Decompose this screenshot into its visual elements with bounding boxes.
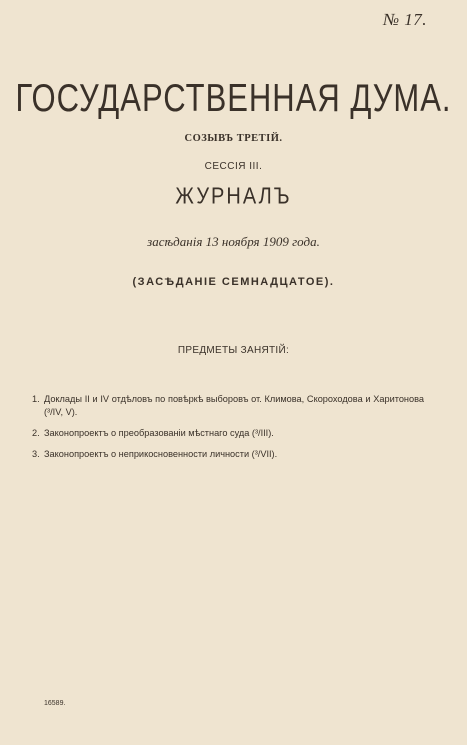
topic-text: Законопроектъ о неприкосновенности личности (³/VII). bbox=[44, 449, 278, 459]
topic-text: Доклады II и IV отдѣловъ по повѣркѣ выборовъ от. Климова, Скороходова и Харитонова (³/IV, V). bbox=[44, 394, 424, 417]
session-line: СЕССІЯ III. bbox=[204, 161, 263, 172]
journal-heading: ЖУРНАЛЪ bbox=[175, 184, 292, 210]
issue-number: № 17. bbox=[382, 10, 427, 29]
document-title: ГОСУДАРСТВЕННАЯ ДУМА. bbox=[15, 76, 452, 120]
topic-number: 2. bbox=[32, 428, 40, 438]
topic-number: 3. bbox=[32, 449, 40, 459]
convocation-line: СОЗЫВЪ ТРЕТІЙ. bbox=[184, 133, 283, 144]
list-item bbox=[32, 393, 424, 419]
topic-number: 1. bbox=[32, 394, 40, 404]
list-item bbox=[32, 427, 424, 440]
session-subtitle: (ЗАСѢДАНІЕ СЕМНАДЦАТОЕ). bbox=[132, 276, 335, 288]
print-number: 16589. bbox=[44, 700, 66, 707]
session-date: засѣданія 13 ноября 1909 года. bbox=[147, 234, 320, 249]
topics-list bbox=[32, 393, 424, 469]
topic-text: Законопроектъ о преобразованіи мѣстнаго суда (³/III). bbox=[44, 428, 274, 438]
topics-heading: ПРЕДМЕТЫ ЗАНЯТІЙ: bbox=[177, 345, 290, 356]
list-item bbox=[32, 448, 424, 461]
